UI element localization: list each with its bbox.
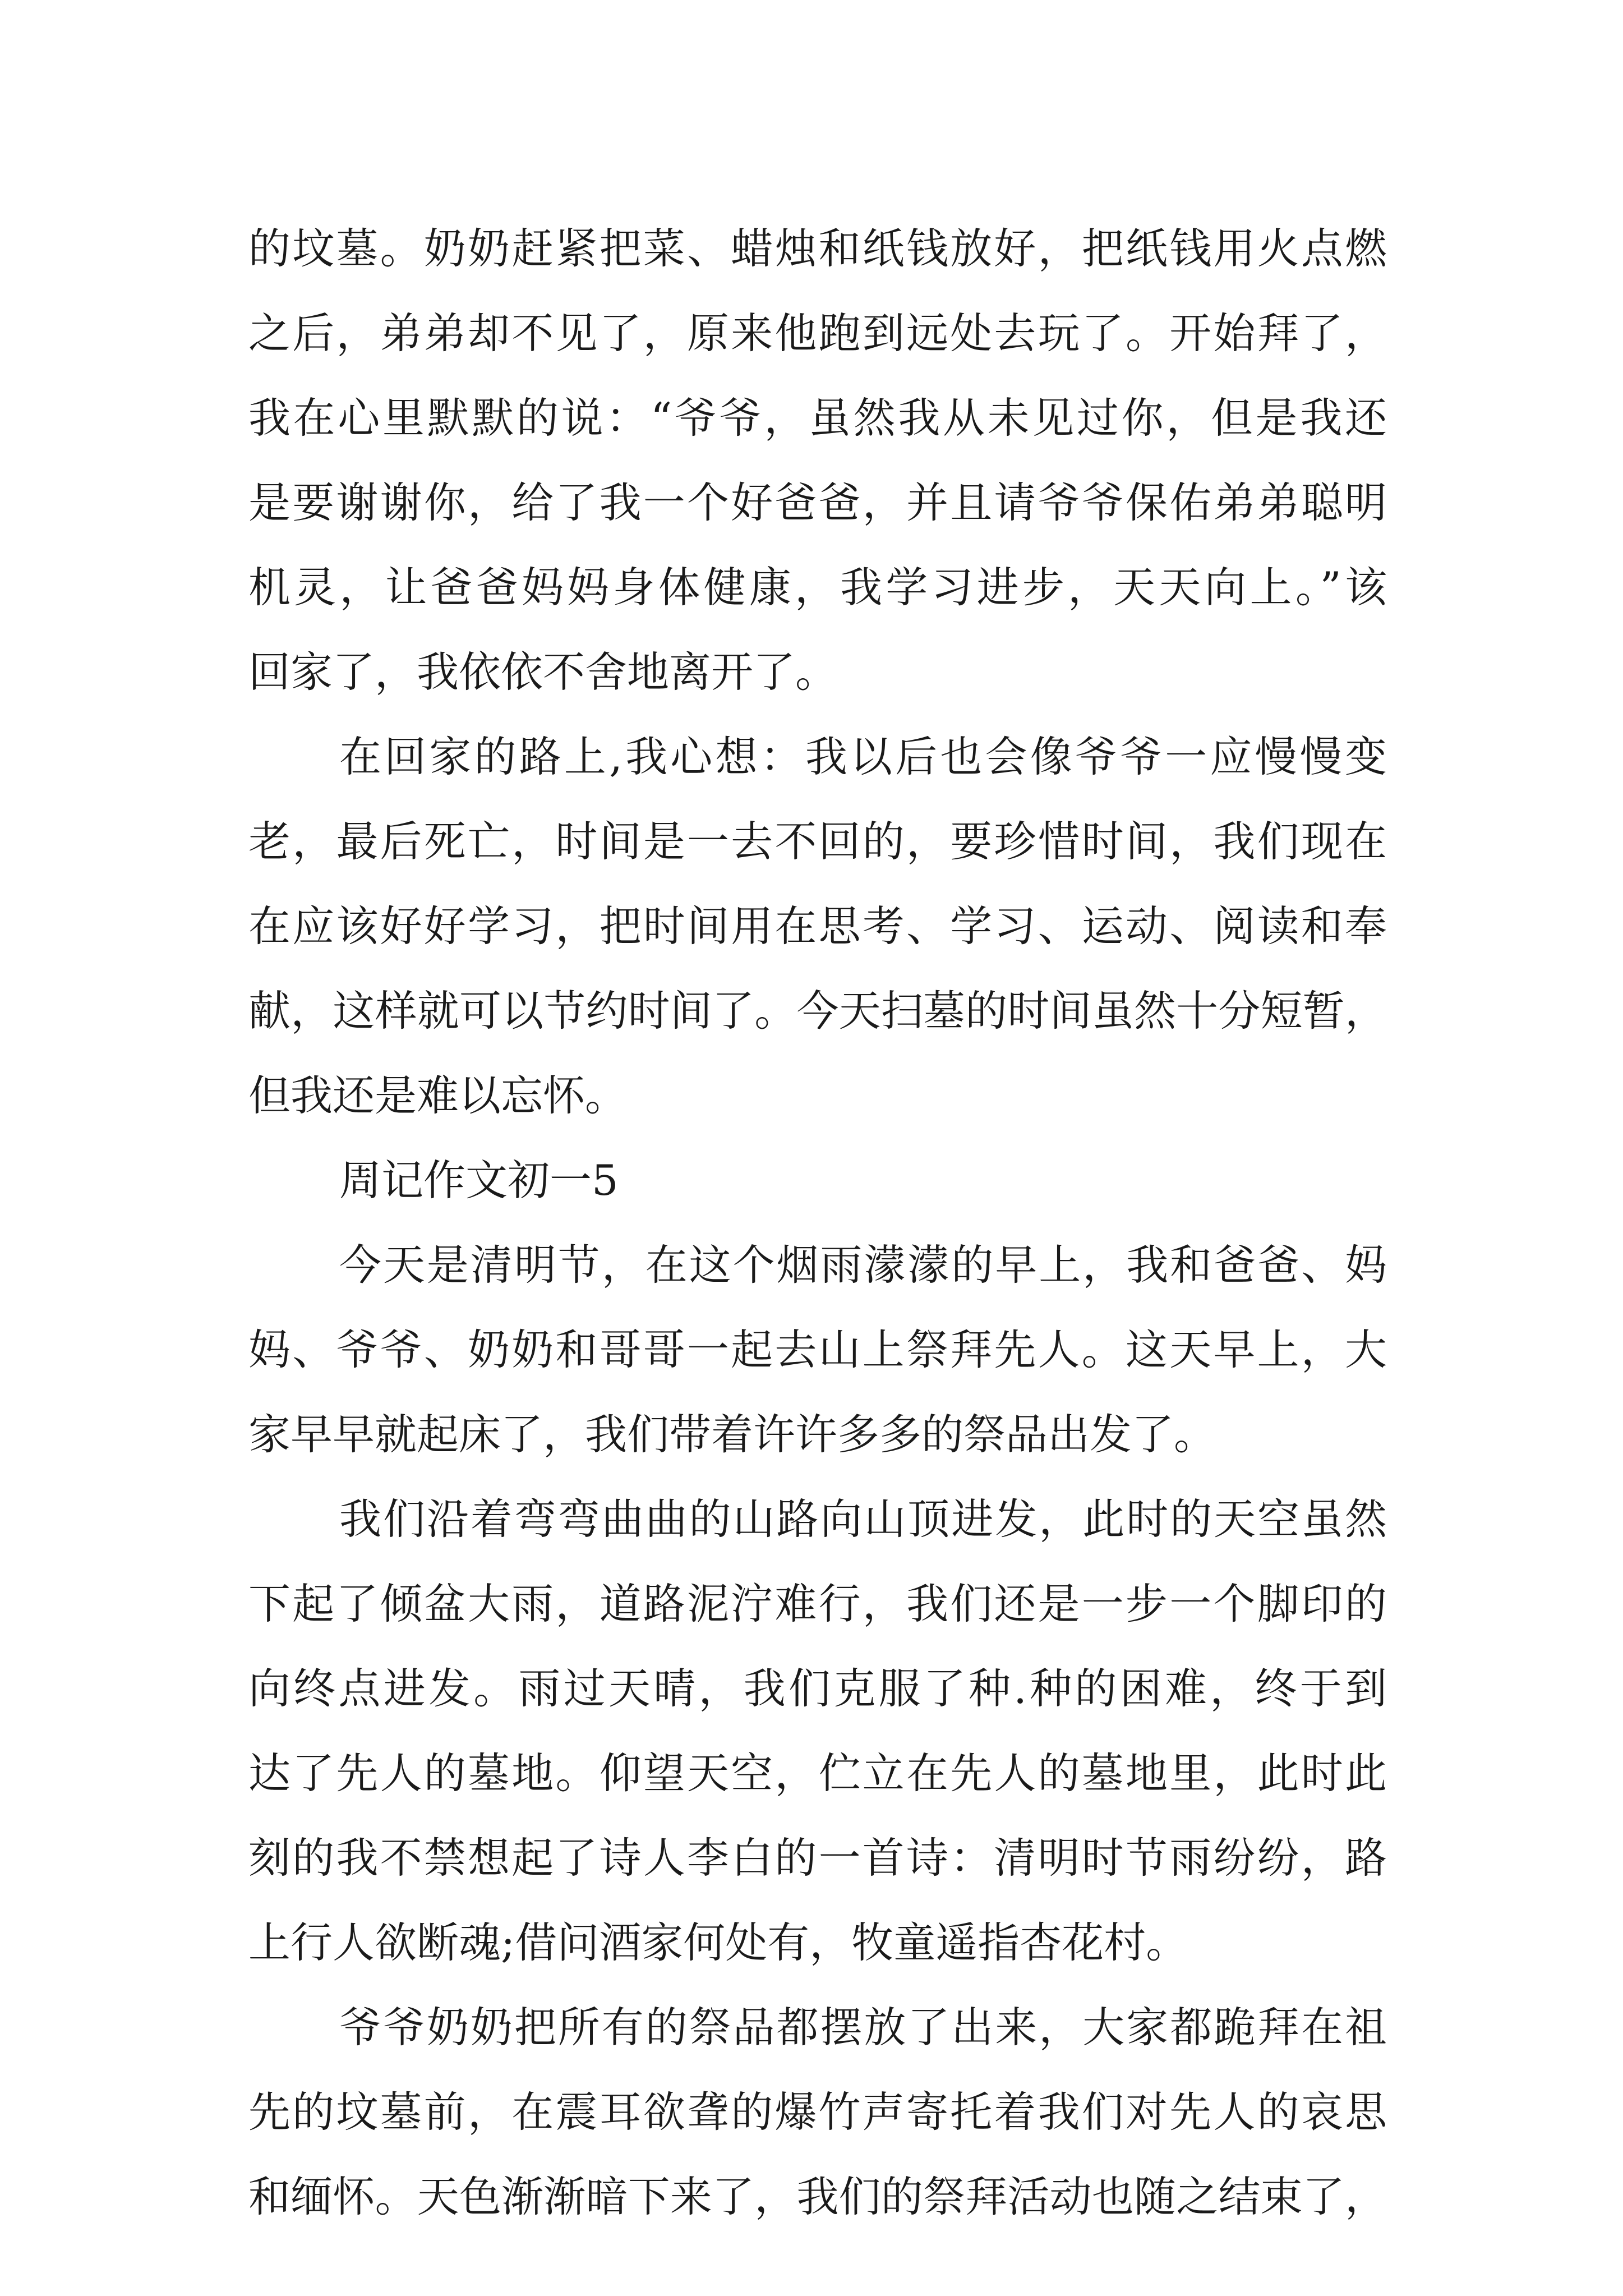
text-line: 老，最后死亡，时间是一去不回的，要珍惜时间，我们现在	[248, 817, 1387, 866]
text-line: 和缅怀。天色渐渐暗下来了，我们的祭拜活动也随之结束了，	[248, 2172, 1387, 2221]
text-line: 之后，弟弟却不见了，原来他跑到远处去玩了。开始拜了，	[248, 309, 1387, 358]
text-line: 机灵，让爸爸妈妈身体健康，我学习进步，天天向上。”该	[248, 563, 1387, 612]
text-line: 我在心里默默的说：“爷爷，虽然我从未见过你，但是我还	[248, 393, 1387, 443]
text-line: 的坟墓。奶奶赶紧把菜、蜡烛和纸钱放好，把纸钱用火点燃	[248, 224, 1387, 273]
text-line: 家早早就起床了，我们带着许许多多的祭品出发了。	[248, 1410, 1216, 1459]
text-line: 今天是清明节，在这个烟雨濛濛的早上，我和爸爸、妈	[339, 1240, 1387, 1290]
text-line: 回家了，我依依不舍地离开了。	[248, 647, 838, 697]
text-line: 在回家的路上,我心想：我以后也会像爷爷一应慢慢变	[339, 732, 1387, 781]
text-line: 周记作文初一5	[339, 1156, 619, 1205]
text-line: 献，这样就可以节约时间了。今天扫墓的时间虽然十分短暂，	[248, 986, 1387, 1036]
text-line: 妈、爷爷、奶奶和哥哥一起去山上祭拜先人。这天早上，大	[248, 1325, 1387, 1374]
text-line: 下起了倾盆大雨，道路泥泞难行，我们还是一步一个脚印的	[248, 1579, 1387, 1628]
text-line: 我们沿着弯弯曲曲的山路向山顶进发，此时的天空虽然	[339, 1494, 1387, 1544]
text-line: 先的坟墓前，在震耳欲聋的爆竹声寄托着我们对先人的哀思	[248, 2087, 1387, 2137]
text-line: 向终点进发。雨过天晴，我们克服了种.种的困难，终于到	[248, 1664, 1387, 1713]
text-line: 上行人欲断魂;借问酒家何处有，牧童遥指杏花村。	[248, 1918, 1188, 1967]
text-line: 达了先人的墓地。仰望天空，伫立在先人的墓地里，此时此	[248, 1749, 1387, 1798]
document-body	[248, 206, 1387, 2239]
text-line: 是要谢谢你，给了我一个好爸爸，并且请爷爷保佑弟弟聪明	[248, 478, 1387, 527]
text-line: 爷爷奶奶把所有的祭品都摆放了出来，大家都跪拜在祖	[339, 2003, 1387, 2052]
text-line: 刻的我不禁想起了诗人李白的一首诗：清明时节雨纷纷，路	[248, 1833, 1387, 1883]
text-line: 但我还是难以忘怀。	[248, 1071, 628, 1120]
text-line: 在应该好好学习，把时间用在思考、学习、运动、阅读和奉	[248, 901, 1387, 951]
